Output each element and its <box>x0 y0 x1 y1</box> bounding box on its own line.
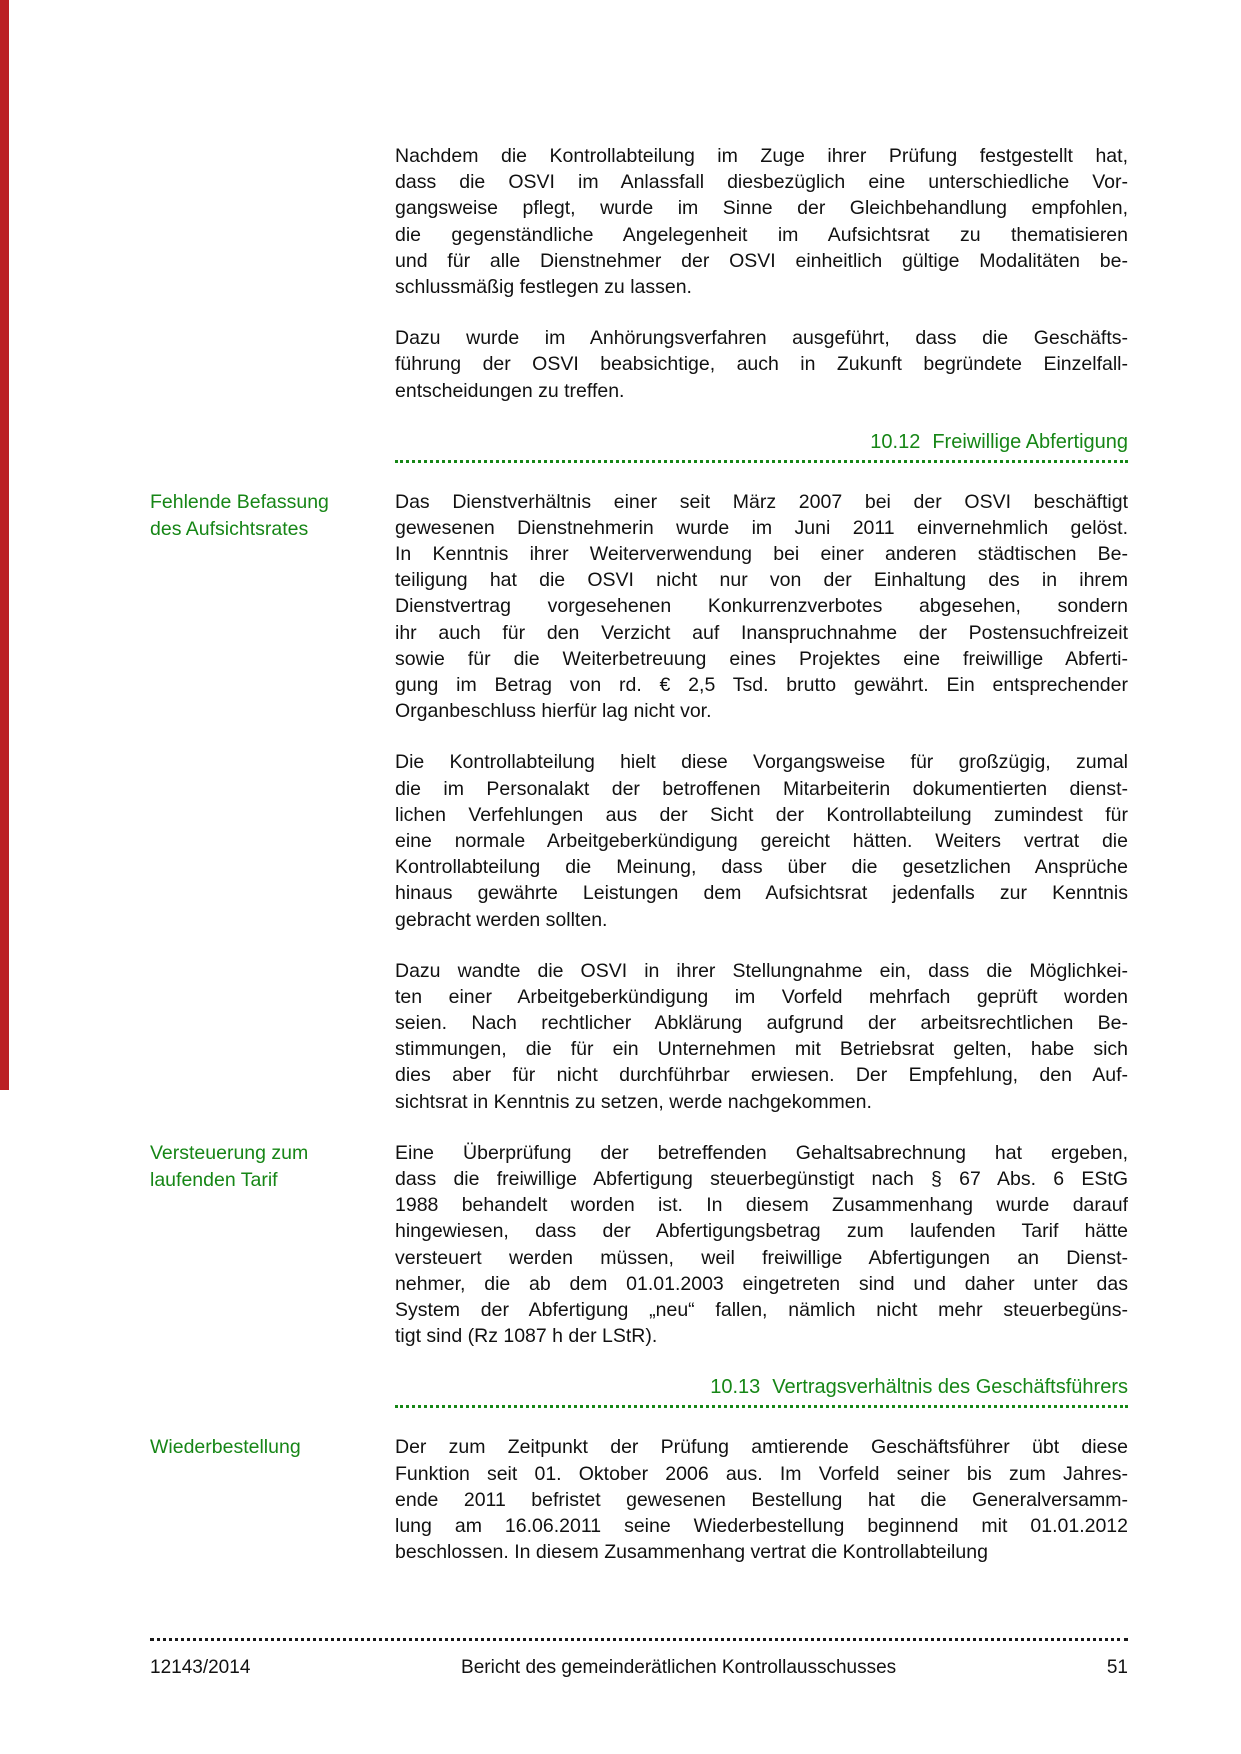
section-heading-number: 10.13 <box>710 1376 761 1399</box>
text-line: gewesenen Dienstnehmerin wurde im Juni 2011 einvernehmlich gelöst. <box>395 516 1128 539</box>
body-paragraph <box>395 325 1128 404</box>
text-line: nehmer, die ab dem 01.01.2003 eingetreten sind und daher unter das <box>395 1272 1128 1295</box>
body-paragraph <box>395 1434 1128 1565</box>
margin-note <box>150 1140 395 1350</box>
text-line: Das Dienstverhältnis einer seit März 2007 bei der OSVI beschäftigt <box>395 490 1128 513</box>
text-line: Der zum Zeitpunkt der Prüfung amtierende Geschäftsführer übt diese <box>395 1436 1128 1459</box>
text-line: hinaus gewährte Leistungen dem Aufsichtsrat jedenfalls zur Kenntnis <box>395 882 1128 905</box>
paragraph-row <box>150 1434 1128 1565</box>
paragraph-row <box>150 958 1128 1115</box>
margin-note-line: Fehlende Befassung <box>150 490 329 513</box>
text-line: lichen Verfehlungen aus der Sicht der Kontrollabteilung zumindest für <box>395 803 1128 826</box>
text-line: gung im Betrag von rd. € 2,5 Tsd. brutto gewährt. Ein entsprechender <box>395 674 1128 696</box>
section-heading <box>395 1374 1128 1408</box>
section-heading-title: Vertragsverhältnis des Geschäftsführers <box>772 1376 1128 1399</box>
text-line: gebracht werden sollten. <box>395 908 608 931</box>
text-line: Funktion seit 01. Oktober 2006 aus. Im Vorfeld seiner bis zum Jahres- <box>395 1462 1128 1485</box>
text-line: tigt sind (Rz 1087 h der LStR). <box>395 1325 658 1348</box>
text-line: System der Abfertigung „neu“ fallen, nämlich nicht mehr steuerbegüns- <box>395 1298 1128 1321</box>
paragraph-row <box>150 489 1128 725</box>
margin-note-line: Versteuerung zum <box>150 1141 309 1164</box>
text-line: seien. Nach rechtlicher Abklärung aufgrund der arbeitsrechtlichen Be- <box>395 1012 1128 1035</box>
text-line: die im Personalakt der betroffenen Mitarbeiterin dokumentierten dienst- <box>395 777 1128 800</box>
text-line: Dazu wandte die OSVI in ihrer Stellungnahme ein, dass die Möglichkei- <box>395 959 1128 982</box>
margin-note <box>150 489 395 725</box>
text-line: ihr auch für den Verzicht auf Inanspruchnahme der Postensuchfreizeit <box>395 621 1128 644</box>
text-line: die gegenständliche Angelegenheit im Aufsichtsrat zu thematisieren <box>395 223 1128 246</box>
text-line: ende 2011 befristet gewesenen Bestellung hat die Generalversamm- <box>395 1488 1128 1511</box>
paragraph-row <box>150 325 1128 404</box>
page-footer <box>150 1638 1128 1680</box>
text-line: Die Kontrollabteilung hielt diese Vorgangsweise für großzügig, zumal <box>395 751 1128 774</box>
section-heading-title: Freiwillige Abfertigung <box>932 430 1128 453</box>
text-line: lung am 16.06.2011 seine Wiederbestellung beginnend mit 01.01.2012 <box>395 1514 1128 1537</box>
paragraph-row <box>150 1140 1128 1350</box>
text-line: Dazu wurde im Anhörungsverfahren ausgeführt, dass die Geschäfts- <box>395 327 1128 350</box>
text-line: Nachdem die Kontrollabteilung im Zuge ihrer Prüfung festgestellt hat, <box>395 145 1128 167</box>
margin-note <box>150 143 395 300</box>
text-line: entscheidungen zu treffen. <box>395 379 625 402</box>
footer-document-number: 12143/2014 <box>150 1657 251 1678</box>
text-line: ten einer Arbeitgeberkündigung im Vorfeld mehrfach geprüft worden <box>395 985 1128 1008</box>
document-content <box>150 143 1128 1590</box>
body-paragraph <box>395 749 1128 932</box>
margin-note <box>150 749 395 932</box>
text-line: Kontrollabteilung die Meinung, dass über die gesetzlichen Ansprüche <box>395 856 1128 879</box>
text-line: dass die OSVI im Anlassfall diesbezüglich eine unterschiedliche Vor- <box>395 171 1128 194</box>
margin-note-line: laufenden Tarif <box>150 1168 278 1191</box>
text-line: dass die freiwillige Abfertigung steuerbegünstigt nach § 67 Abs. 6 EStG <box>395 1168 1128 1190</box>
margin-note-line: des Aufsichtsrates <box>150 517 309 540</box>
text-line: führung der OSVI beabsichtige, auch in Zukunft begründete Einzelfall- <box>395 353 1128 376</box>
text-line: sichtsrat in Kenntnis zu setzen, werde nachgekommen. <box>395 1090 872 1113</box>
text-line: sowie für die Weiterbetreuung eines Projektes eine freiwillige Abferti- <box>395 647 1128 670</box>
text-line: und für alle Dienstnehmer der OSVI einheitlich gültige Modalitäten be- <box>395 249 1128 272</box>
footer-page-number: 51 <box>1106 1657 1128 1678</box>
text-line: eine normale Arbeitgeberkündigung gereicht hätten. Weiters vertrat die <box>395 829 1128 852</box>
margin-note <box>150 958 395 1115</box>
text-line: schlussmäßig festlegen zu lassen. <box>395 275 692 298</box>
footer-report-title: Bericht des gemeinderätlichen Kontrollausschusses <box>461 1657 897 1678</box>
text-line: stimmungen, die für ein Unternehmen mit Betriebsrat gelten, habe sich <box>395 1038 1128 1061</box>
text-line: Organbeschluss hierfür lag nicht vor. <box>395 700 712 723</box>
body-paragraph <box>395 1140 1128 1350</box>
paragraph-row <box>150 143 1128 300</box>
body-paragraph <box>395 958 1128 1115</box>
text-line: dies aber für nicht durchführbar erwiesen. Der Empfehlung, den Auf- <box>395 1064 1128 1087</box>
text-line: 1988 behandelt worden ist. In diesem Zusammenhang wurde darauf <box>395 1194 1128 1217</box>
body-paragraph <box>395 489 1128 725</box>
text-line: teiligung hat die OSVI nicht nur von der Einhaltung des in ihrem <box>395 569 1128 592</box>
text-line: hingewiesen, dass der Abfertigungsbetrag zum laufenden Tarif hätte <box>395 1220 1128 1243</box>
section-heading <box>395 429 1128 463</box>
margin-note-line: Wiederbestellung <box>150 1436 301 1459</box>
text-line: Eine Überprüfung der betreffenden Gehaltsabrechnung hat ergeben, <box>395 1141 1128 1164</box>
left-accent-bar <box>0 0 9 1090</box>
text-line: In Kenntnis ihrer Weiterverwendung bei einer anderen städtischen Be- <box>395 543 1128 566</box>
margin-note <box>150 325 395 404</box>
paragraph-row <box>150 749 1128 932</box>
text-line: versteuert werden müssen, weil freiwillige Abfertigungen an Dienst- <box>395 1246 1128 1269</box>
margin-note <box>150 1434 395 1565</box>
text-line: Dienstvertrag vorgesehenen Konkurrenzverbotes abgesehen, sondern <box>395 595 1128 618</box>
text-line: gangsweise pflegt, wurde im Sinne der Gleichbehandlung empfohlen, <box>395 197 1128 220</box>
text-line: beschlossen. In diesem Zusammenhang vertrat die Kontrollabteilung <box>395 1541 988 1564</box>
section-heading-number: 10.12 <box>870 430 921 453</box>
body-paragraph <box>395 143 1128 300</box>
